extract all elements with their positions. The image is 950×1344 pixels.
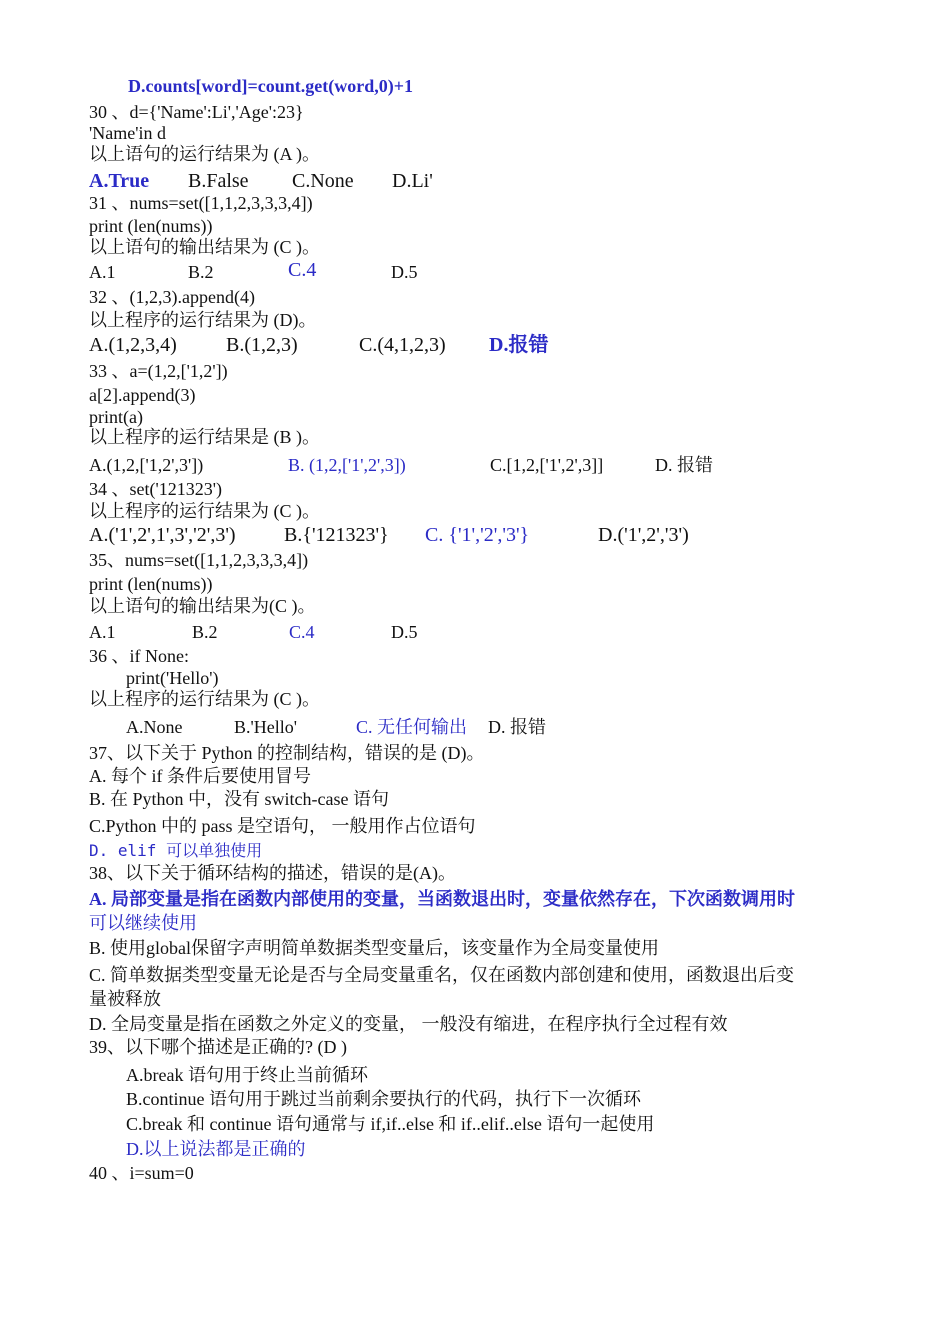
q31-option-a: A.1 [89,262,116,282]
q35-options [89,621,949,645]
q33-option-b: B. (1,2,['1',2',3]) [288,455,406,475]
q34-code-line-1: 34 、set('121323') [89,479,222,499]
q30-option-a: A.True [89,170,150,192]
q31-code-line-2: print (len(nums)) [89,216,213,236]
q36-stem: 以上程序的运行结果为 (C )。 [89,689,320,709]
q33-option-a: A.(1,2,['1,2',3']) [89,455,204,475]
q33-option-d: D. 报错 [655,455,713,475]
q36-option-d: D. 报错 [488,717,546,737]
q31-option-c: C.4 [288,259,317,281]
q32-option-c: C.(4,1,2,3) [359,334,446,356]
q36-options [126,716,946,740]
q36-option-c: C. 无任何输出 [356,717,468,737]
q31-option-d: D.5 [391,262,418,282]
q33-option-c: C.[1,2,['1',2',3]] [490,455,604,475]
q34-option-b: B.{'121323'} [284,524,389,546]
q30-option-c: C.None [292,170,354,192]
q30-option-d: D.Li' [392,170,433,192]
q30-code-line-1: 30 、d={'Name':Li','Age':23} [89,102,304,122]
q35-stem: 以上语句的输出结果为(C )。 [89,596,316,616]
q34-stem: 以上程序的运行结果为 (C )。 [89,501,320,521]
q35-option-a: A.1 [89,622,116,642]
q30-stem: 以上语句的运行结果为 (A )。 [89,144,320,164]
q35-code-line-2: print (len(nums)) [89,574,213,594]
q37-option-c: C.Python 中的 pass 是空语句， 一般用作占位语句 [89,816,476,836]
q38-option-a-line-1: A. 局部变量是指在函数内部使用的变量，当函数退出时，变量依然存在，下次函数调用时 [89,889,795,909]
q39-option-d: D.以上说法都是正确的 [126,1139,306,1159]
q38-stem: 38、以下关于循环结构的描述，错误的是(A)。 [89,863,456,883]
q39-option-b: B.continue 语句用于跳过当前剩余要执行的代码，执行下一次循环 [126,1089,641,1109]
q31-stem: 以上语句的输出结果为 (C )。 [89,237,320,257]
q37-option-d: D. elif 可以单独使用 [89,841,263,860]
q33-stem: 以上程序的运行结果是 (B )。 [89,427,320,447]
q37-option-b: B. 在 Python 中，没有 switch-case 语句 [89,789,389,809]
q38-option-a-line-2: 可以继续使用 [89,913,197,933]
q37-option-a: A. 每个 if 条件后要使用冒号 [89,766,311,786]
q39-stem: 39、以下哪个描述是正确的? (D ) [89,1037,347,1057]
q32-option-a: A.(1,2,3,4) [89,334,177,356]
q33-options [89,454,949,478]
q40-code-line-1: 40 、i=sum=0 [89,1163,194,1183]
q39-option-a: A.break 语句用于终止当前循环 [126,1065,368,1085]
q36-code-line-2: print('Hello') [126,668,219,688]
q33-code-line-2: a[2].append(3) [89,385,196,405]
q39-option-c: C.break 和 continue 语句通常与 if,if..else 和 if..elif..else 语句一起使用 [126,1114,655,1134]
q33-code-line-1: 33 、a=(1,2,['1,2']) [89,361,228,381]
q34-option-d: D.('1',2','3') [598,524,689,546]
q35-code-line-1: 35、nums=set([1,1,2,3,3,3,4]) [89,550,309,570]
q36-option-a: A.None [126,717,183,737]
q35-option-b: B.2 [192,622,218,642]
q34-options [89,524,949,548]
q31-options [89,261,949,285]
q38-option-b: B. 使用global保留字声明简单数据类型变量后，该变量作为全局变量使用 [89,938,659,958]
q33-code-line-3: print(a) [89,407,143,427]
q32-options [89,334,949,358]
q30-options [89,170,949,194]
q34-option-c: C. {'1','2','3'} [425,524,530,546]
q35-option-d: D.5 [391,622,418,642]
q34-option-a: A.('1',2',1',3','2',3') [89,524,236,546]
q30-option-b: B.False [188,170,249,192]
q36-code-line-1: 36 、if None: [89,646,189,666]
q31-option-b: B.2 [188,262,214,282]
q37-stem: 37、以下关于 Python 的控制结构，错误的是 (D)。 [89,743,485,763]
q38-option-d: D. 全局变量是指在函数之外定义的变量， 一般没有缩进，在程序执行全过程有效 [89,1014,728,1034]
q36-option-b: B.'Hello' [234,717,297,737]
q30-code-line-2: 'Name'in d [89,123,166,143]
q32-stem: 以上程序的运行结果为 (D)。 [89,310,317,330]
q35-option-c: C.4 [289,622,315,642]
q38-option-c-line-1: C. 简单数据类型变量无论是否与全局变量重名，仅在函数内部创建和使用，函数退出后变 [89,965,795,985]
q32-option-d: D.报错 [489,334,549,356]
q31-code-line-1: 31 、nums=set([1,1,2,3,3,3,4]) [89,193,313,213]
q32-code-line-1: 32 、(1,2,3).append(4) [89,287,255,307]
q38-option-c-line-2: 量被释放 [89,989,161,1009]
q32-option-b: B.(1,2,3) [226,334,298,356]
q29-option-d: D.counts[word]=count.get(word,0)+1 [128,76,413,96]
